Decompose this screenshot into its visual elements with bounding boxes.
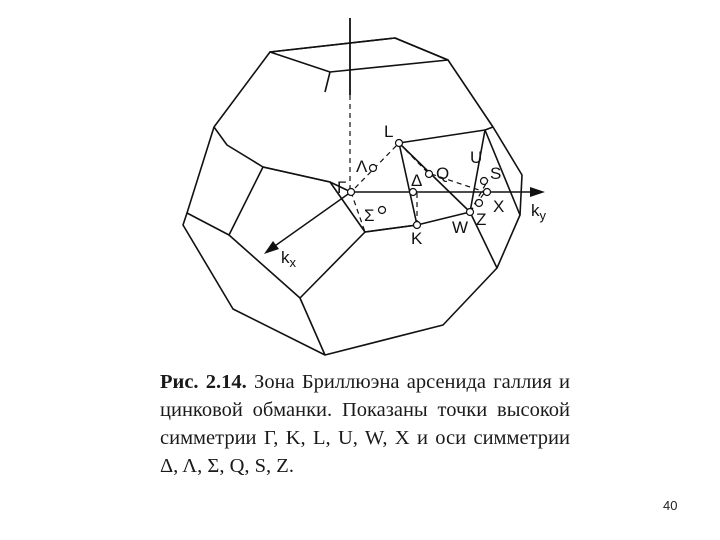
point-l: [396, 140, 403, 147]
point-x: [484, 189, 491, 196]
kx-main: k: [281, 248, 290, 267]
label-s: S: [490, 164, 502, 183]
kx-sub: x: [289, 255, 296, 270]
label-gamma: Γ: [337, 178, 347, 197]
caption-text: Зона Бриллюэна арсенида галлия и цинковой обманки. Показаны точки высокой симметрии Γ, K, L, U, W, X и оси симметрии Δ, Λ, Σ, Q, S, Z.: [160, 371, 571, 477]
point-w: [467, 209, 474, 216]
face-edge: [399, 130, 485, 143]
point-q: [426, 171, 433, 178]
hidden-edge: [351, 192, 365, 232]
top-square-face: [270, 38, 448, 72]
point-lambda: [370, 165, 377, 172]
point-sigma: [379, 207, 386, 214]
caption-label: Рис. 2.14.: [160, 371, 247, 393]
label-ky: [531, 201, 547, 223]
label-k: K: [411, 229, 423, 248]
face-edge: [300, 298, 325, 355]
point-gamma: [348, 189, 355, 196]
kx-arrowhead: [264, 241, 279, 254]
label-q: Q: [436, 164, 450, 183]
kx-axis: [272, 192, 351, 248]
figure-caption: [160, 368, 570, 480]
label-sigma: Σ: [364, 206, 375, 225]
point-z: [476, 200, 483, 207]
face-edge: [187, 213, 229, 235]
label-kx: [281, 248, 297, 270]
label-w: W: [452, 218, 469, 237]
point-s: [481, 178, 488, 185]
ky-arrowhead: [530, 187, 545, 197]
label-u: U: [470, 148, 483, 167]
face-edge: [325, 72, 330, 92]
label-l: L: [384, 122, 394, 141]
label-delta: Δ: [411, 171, 423, 190]
page-number: 40: [663, 498, 678, 513]
label-z: Z: [476, 210, 487, 229]
point-k: [414, 222, 421, 229]
ky-main: k: [531, 201, 540, 220]
label-lambda: Λ: [356, 157, 368, 176]
label-x: X: [493, 197, 505, 216]
ky-sub: y: [539, 208, 546, 223]
